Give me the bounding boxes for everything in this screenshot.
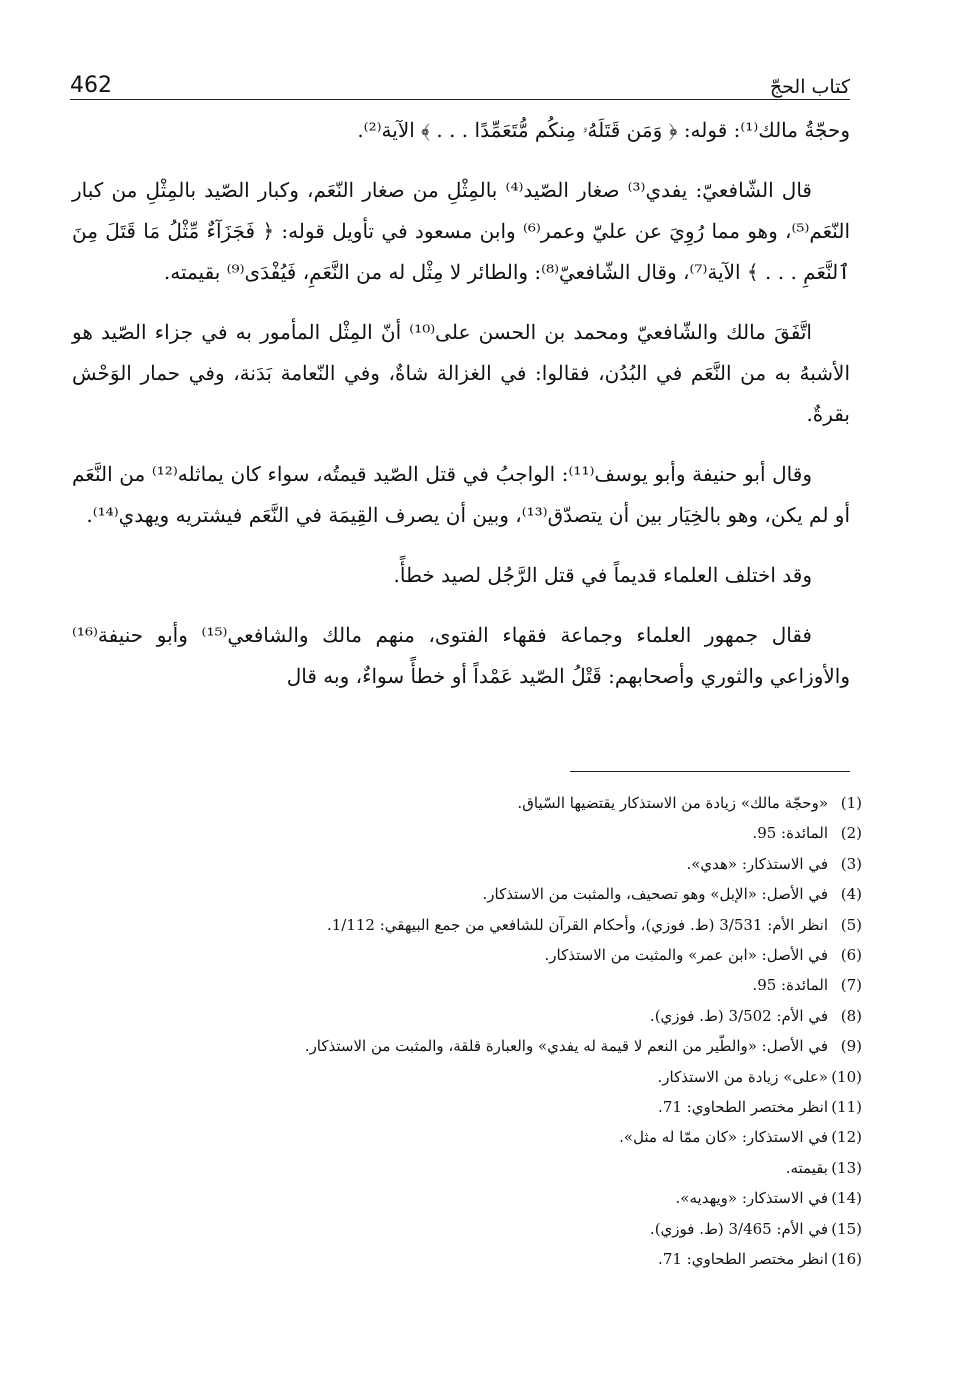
footnote-text: انظر مختصر الطحاوي: 71. [658, 1098, 828, 1117]
footnote [120, 1214, 862, 1244]
footnote [120, 1244, 862, 1274]
footnote-text: في الأم: 3/502 (ط. فوزي). [649, 1006, 828, 1025]
paragraph: قال الشّافعيّ: يفدي⁽³⁾ صغار الصّيد⁽⁴⁾ بالمِثْلِ من صغار النّعَم، وكبار الصّيد بالمِثْلِ من كبار النّعَم⁽⁵⁾، وهو مما رُوِيَ عن عليّ وعمر⁽⁶⁾ وابن مسعود في تأويل قوله: ﴿ فَجَزَآءٌ مِّثْلُ مَا قَتَلَ مِنَ ٱلنَّعَمِ . . . ﴾ الآية⁽⁷⁾، وقال الشّافعيّ⁽⁸⁾: والطائر لا مِثْل له من النَّعَمِ، فَيُفْدَى⁽⁹⁾ بقيمته. [72, 178, 850, 284]
footnote-number: (16) [831, 1250, 862, 1269]
footnote-number: (4) [840, 885, 862, 904]
footnote [120, 1122, 862, 1152]
footnote [120, 879, 862, 909]
paragraph: وحجّةُ مالك⁽¹⁾: قوله: ﴿ وَمَن قَتَلَهُۥ مِنكُم مُّتَعَمِّدًا . . . ﴾ الآية⁽²⁾. [357, 118, 850, 142]
footnote-text: «على» زيادة من الاستذكار. [657, 1067, 828, 1086]
running-header [70, 62, 850, 98]
footnote [120, 1153, 862, 1183]
footnote [120, 818, 862, 848]
footnote [120, 788, 862, 818]
footnote [120, 970, 862, 1000]
footnote [120, 1183, 862, 1213]
footnote-text: المائدة: 95. [752, 976, 828, 995]
footnote-number: (11) [831, 1098, 862, 1117]
footnote-number: (7) [840, 976, 862, 995]
footnote-number: (10) [831, 1067, 862, 1086]
footnote-text: انظر مختصر الطحاوي: 71. [658, 1250, 828, 1269]
paragraph: فقال جمهور العلماء وجماعة فقهاء الفتوى، منهم مالك والشافعي⁽¹⁵⁾ وأبو حنيفة⁽¹⁶⁾ والأوزاعي والثوري وأصحابهم: قَتْلُ الصّيد عَمْداً أو خطأً سواءٌ، وبه قال [72, 623, 850, 688]
footnote-text: في الاستذكار: «كان ممّا له مثل». [619, 1128, 828, 1147]
header-divider [70, 99, 850, 100]
footnotes [120, 788, 862, 1275]
footnote-number: (1) [840, 794, 862, 812]
footnote [120, 940, 862, 970]
page-number: 462 [70, 73, 112, 98]
footnote [120, 1092, 862, 1122]
footnote-number: (3) [840, 854, 862, 873]
footnote-number: (8) [840, 1006, 862, 1025]
paragraph: اتَّفَقَ مالك والشّافعيّ ومحمد بن الحسن على⁽¹⁰⁾ أنّ المِثْل المأمور به في جزاء الصّيد هو الأشبهُ به من النَّعَم في البُدُن، فقالوا: في الغزالة شاةٌ، وفي النّعامة بَدَنة، وفي حمار الوَحْش بقرةٌ. [72, 320, 850, 426]
footnote-text: في الأم: 3/465 (ط. فوزي). [649, 1219, 828, 1238]
footnote-text: المائدة: 95. [752, 824, 828, 843]
footnote-text: في الأصل: «الإبل» وهو تصحيف، والمثبت من الاستذكار. [482, 885, 828, 904]
footnote-number: (2) [840, 824, 862, 843]
footnote [120, 1001, 862, 1031]
footnote-number: (6) [840, 946, 862, 965]
footnote-divider [570, 771, 850, 772]
footnote-text: في الأصل: «ابن عمر» والمثبت من الاستذكار. [544, 946, 828, 965]
footnote-text: بقيمته. [785, 1158, 828, 1177]
footnote-text: انظر الأم: 3/531 (ط. فوزي)، وأحكام القرآن للشافعي من جمع البيهقي: 1/112. [326, 915, 828, 934]
footnote-number: (12) [831, 1128, 862, 1147]
footnote [120, 1031, 862, 1061]
footnote [120, 849, 862, 879]
footnote-number: (9) [840, 1037, 862, 1056]
main-text [72, 110, 850, 716]
paragraph: وقال أبو حنيفة وأبو يوسف⁽¹¹⁾: الواجبُ في قتل الصّيد قيمتُه، سواء كان يماثله⁽¹²⁾ من النَّعَم أو لم يكن، وهو بالخِيَار بين أن يتصدّق⁽¹³⁾، وبين أن يصرف القِيمَة في النَّعَم فيشتريه ويهدي⁽¹⁴⁾. [72, 462, 850, 527]
footnote-number: (5) [840, 915, 862, 934]
footnote [120, 1062, 862, 1092]
footnote-text: في الاستذكار: «هدي». [686, 854, 828, 873]
paragraph: وقد اختلف العلماء قديماً في قتل الرَّجُل لصيد خطأً. [393, 563, 812, 587]
footnote-text: في الاستذكار: «ويهديه». [675, 1189, 828, 1208]
footnote-text: في الأصل: «والطّير من النعم لا قيمة له يفدي» والعبارة قلقة، والمثبت من الاستذكار. [304, 1037, 828, 1056]
footnote [120, 910, 862, 940]
footnote-number: (14) [831, 1189, 862, 1208]
footnote-number: (13) [831, 1158, 862, 1177]
footnote-number: (15) [831, 1219, 862, 1238]
chapter-title: كتاب الحجّ [769, 76, 850, 98]
footnote-text: «وحجّة مالك» زيادة من الاستذكار يقتضيها السّياق. [517, 794, 828, 812]
